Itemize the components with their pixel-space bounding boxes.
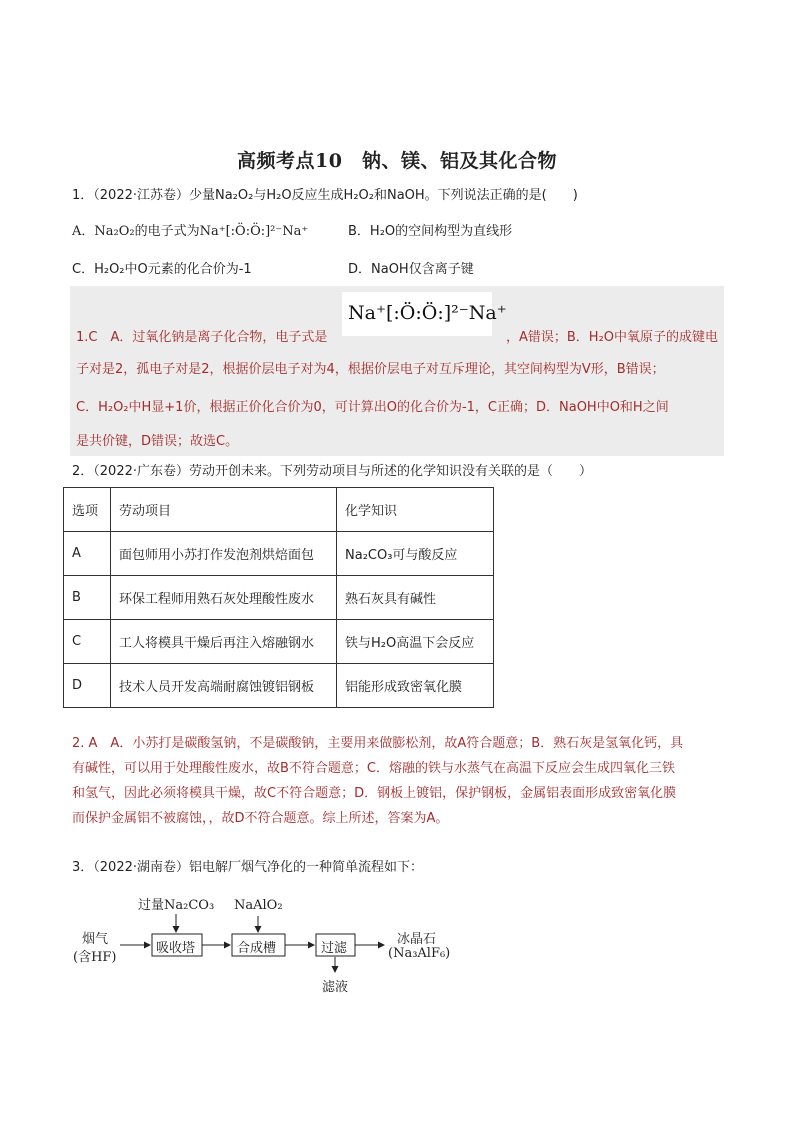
answer-2-line-3: 和氢气，因此必须将模具干燥，故C不符合题意；D．钢板上镀铝，保护钢板，金属铝表面形成致密氧化膜 — [72, 786, 677, 801]
table-header-row — [64, 488, 494, 532]
question-2-stem: 2．（2022·广东卷）劳动开创未来。下列劳动项目与所述的化学知识没有关联的是（ ） — [72, 464, 592, 479]
table-cell: 熟石灰具有碱性 — [337, 576, 494, 620]
table-cell: B — [64, 576, 111, 620]
table-row — [64, 664, 494, 708]
table-cell: 铁与H₂O高温下会反应 — [337, 620, 494, 664]
flow-box-synthesis: 合成槽 — [237, 941, 277, 956]
table-cell: 工人将模具干燥后再注入熔融钢水 — [111, 620, 337, 664]
answer-1-line-4: 是共价键，D错误；故选C。 — [76, 434, 239, 449]
table-cell: 技术人员开发高端耐腐蚀镀铝钢板 — [111, 664, 337, 708]
table-cell: D — [64, 664, 111, 708]
answer-2-line-4: 而保护金属铝不被腐蚀，，故D不符合题意。综上所述，答案为A。 — [72, 811, 449, 826]
lewis-structure: Na⁺[:Ö:Ö:]²⁻Na⁺ — [348, 302, 507, 324]
table-header-cell: 劳动项目 — [111, 488, 337, 532]
question-1-option-a: A．Na₂O₂的电子式为Na⁺[:Ö:Ö:]²⁻Na⁺ — [72, 224, 309, 239]
flow-output-label: 冰晶石 — [397, 932, 437, 947]
flow-reagent-2: NaAlO₂ — [234, 898, 283, 913]
answer-1-line-1a: 1.C A．过氧化钠是离子化合物，电子式是 — [76, 330, 328, 345]
process-flow-diagram — [70, 888, 490, 998]
question-1-stem: 1．（2022·江苏卷）少量Na₂O₂与H₂O反应生成H₂O₂和NaOH。下列说法正确的是( ) — [72, 188, 578, 203]
table-cell: 铝能形成致密氧化膜 — [337, 664, 494, 708]
flow-filtrate-label: 滤液 — [322, 980, 349, 995]
table-row — [64, 532, 494, 576]
table-cell: 环保工程师用熟石灰处理酸性废水 — [111, 576, 337, 620]
page-title: 高频考点10 钠、镁、铝及其化合物 — [237, 150, 557, 172]
table-cell: 面包师用小苏打作发泡剂烘焙面包 — [111, 532, 337, 576]
flow-box-filter: 过滤 — [321, 941, 348, 956]
answer-2-line-1: 2. A A．小苏打是碳酸氢钠，不是碳酸钠，主要用来做膨松剂，故A符合题意；B．熟石灰是氢氧化钙，具 — [72, 736, 684, 751]
flow-output-formula: (Na₃AlF₆) — [388, 946, 451, 961]
table-row — [64, 576, 494, 620]
table-cell: A — [64, 532, 111, 576]
table-row — [64, 620, 494, 664]
table-cell: C — [64, 620, 111, 664]
question-1-option-c: C．H₂O₂中O元素的化合价为-1 — [72, 262, 252, 277]
flow-input-note: (含HF) — [73, 950, 117, 965]
question-3-stem: 3．（2022·湖南卷）铝电解厂烟气净化的一种简单流程如下： — [72, 860, 423, 875]
answer-1-line-3: C．H₂O₂中H显+1价，根据正价化合价为0，可计算出O的化合价为-1，C正确；D．NaOH中O和H之间 — [76, 400, 669, 415]
answer-1-block — [70, 286, 724, 456]
flow-box-absorber: 吸收塔 — [156, 941, 196, 956]
question-2-table — [63, 487, 494, 708]
table-header-cell: 选项 — [64, 488, 111, 532]
lewis-structure-image — [342, 292, 507, 336]
answer-2-line-2: 有碱性，可以用于处理酸性废水，故B不符合题意；C．熔融的铁与水蒸气在高温下反应会生成四氧化三铁 — [72, 761, 675, 776]
flow-reagent-1: 过量Na₂CO₃ — [138, 898, 215, 913]
question-1-option-b: B．H₂O的空间构型为直线形 — [348, 224, 513, 239]
table-header-cell: 化学知识 — [337, 488, 494, 532]
answer-2-block — [72, 731, 683, 831]
answer-1-line-1b: ，A错误；B．H₂O中氧原子的成键电 — [506, 330, 719, 345]
table-cell: Na₂CO₃可与酸反应 — [337, 532, 494, 576]
answer-1-line-2: 子对是2，孤电子对是2，根据价层电子对为4，根据价层电子对互斥理论，其空间构型为V形，B错误； — [76, 362, 665, 377]
question-1-option-d: D．NaOH仅含离子键 — [348, 262, 474, 277]
flow-input-label: 烟气 — [82, 932, 109, 947]
